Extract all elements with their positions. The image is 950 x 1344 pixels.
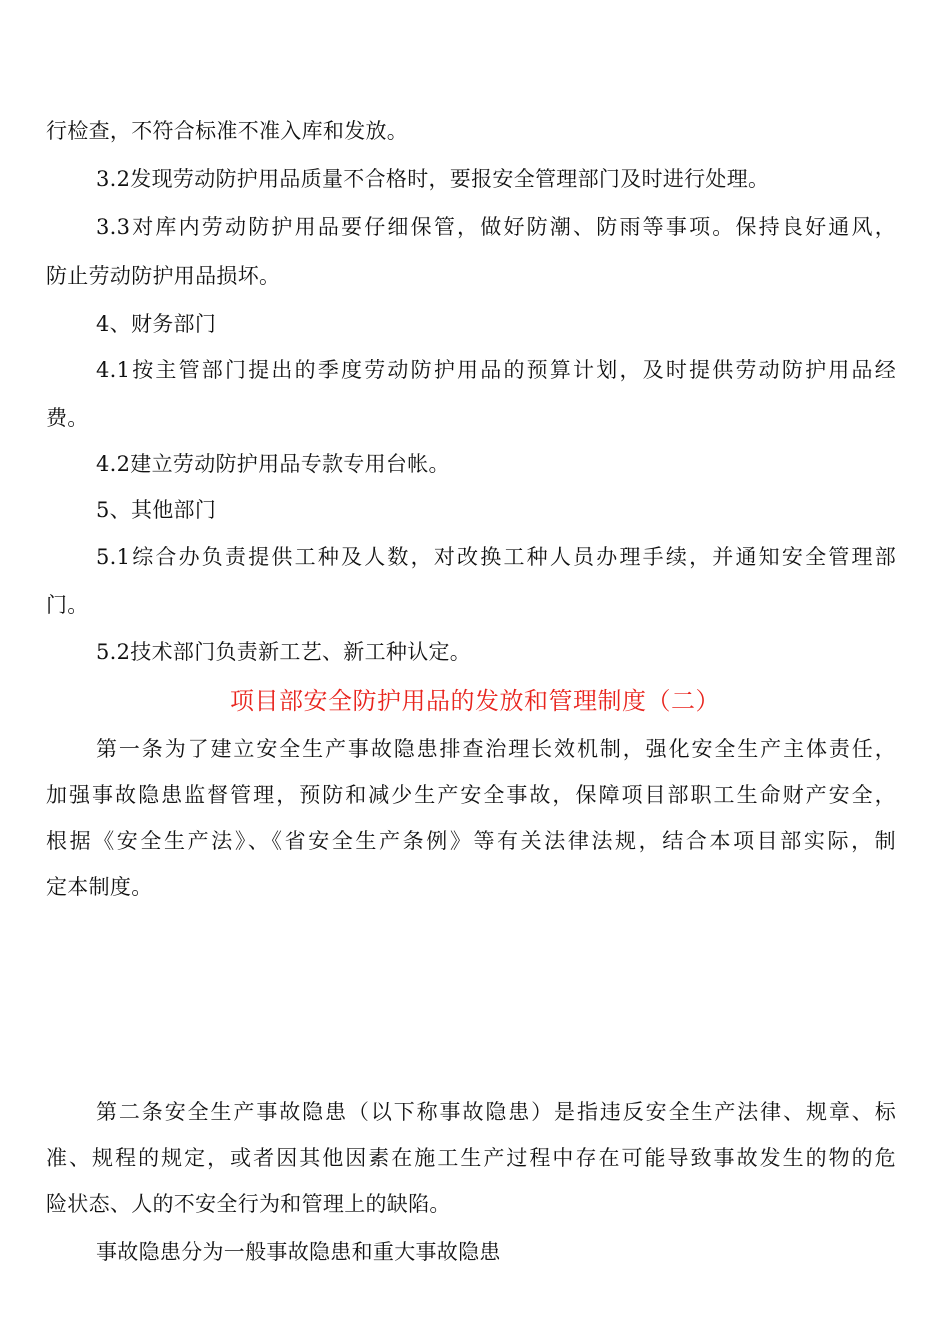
paragraph-line: 门。	[46, 593, 89, 617]
paragraph-line: 防止劳动防护用品损坏。	[46, 264, 281, 288]
paragraph-line: 3.3对库内劳动防护用品要仔细保管，做好防潮、防雨等事项。保持良好通风，	[96, 215, 896, 239]
paragraph-line: 准、规程的规定，或者因其他因素在施工生产过程中存在可能导致事故发生的物的危	[46, 1146, 896, 1170]
paragraph-line: 第一条为了建立安全生产事故隐患排查治理长效机制，强化安全生产主体责任，	[96, 737, 896, 761]
paragraph-line: 费。	[46, 406, 89, 430]
paragraph-line: 根据《安全生产法》、《省安全生产条例》等有关法律法规，结合本项目部实际，制	[46, 829, 896, 853]
paragraph-line: 加强事故隐患监督管理，预防和减少生产安全事故，保障项目部职工生命财产安全，	[46, 783, 896, 807]
paragraph-line: 定本制度。	[46, 875, 153, 899]
paragraph-line: 4.2建立劳动防护用品专款专用台帐。	[96, 452, 450, 476]
paragraph-line: 4.1按主管部门提出的季度劳动防护用品的预算计划，及时提供劳动防护用品经	[96, 358, 896, 382]
paragraph-line: 行检查，不符合标准不准入库和发放。	[46, 119, 409, 143]
document-title: 项目部安全防护用品的发放和管理制度（二）	[230, 687, 720, 715]
section-heading: 5、其他部门	[96, 498, 217, 522]
paragraph-line: 3.2发现劳动防护用品质量不合格时，要报安全管理部门及时进行处理。	[96, 167, 770, 191]
paragraph-line: 事故隐患分为一般事故隐患和重大事故隐患	[96, 1240, 501, 1264]
paragraph-line: 第二条安全生产事故隐患（以下称事故隐患）是指违反安全生产法律、规章、标	[96, 1100, 896, 1124]
paragraph-line: 险状态、人的不安全行为和管理上的缺陷。	[46, 1192, 451, 1216]
section-heading: 4、财务部门	[96, 312, 217, 336]
paragraph-line: 5.2技术部门负责新工艺、新工种认定。	[96, 640, 472, 664]
paragraph-line: 5.1综合办负责提供工种及人数，对改换工种人员办理手续，并通知安全管理部	[96, 545, 896, 569]
